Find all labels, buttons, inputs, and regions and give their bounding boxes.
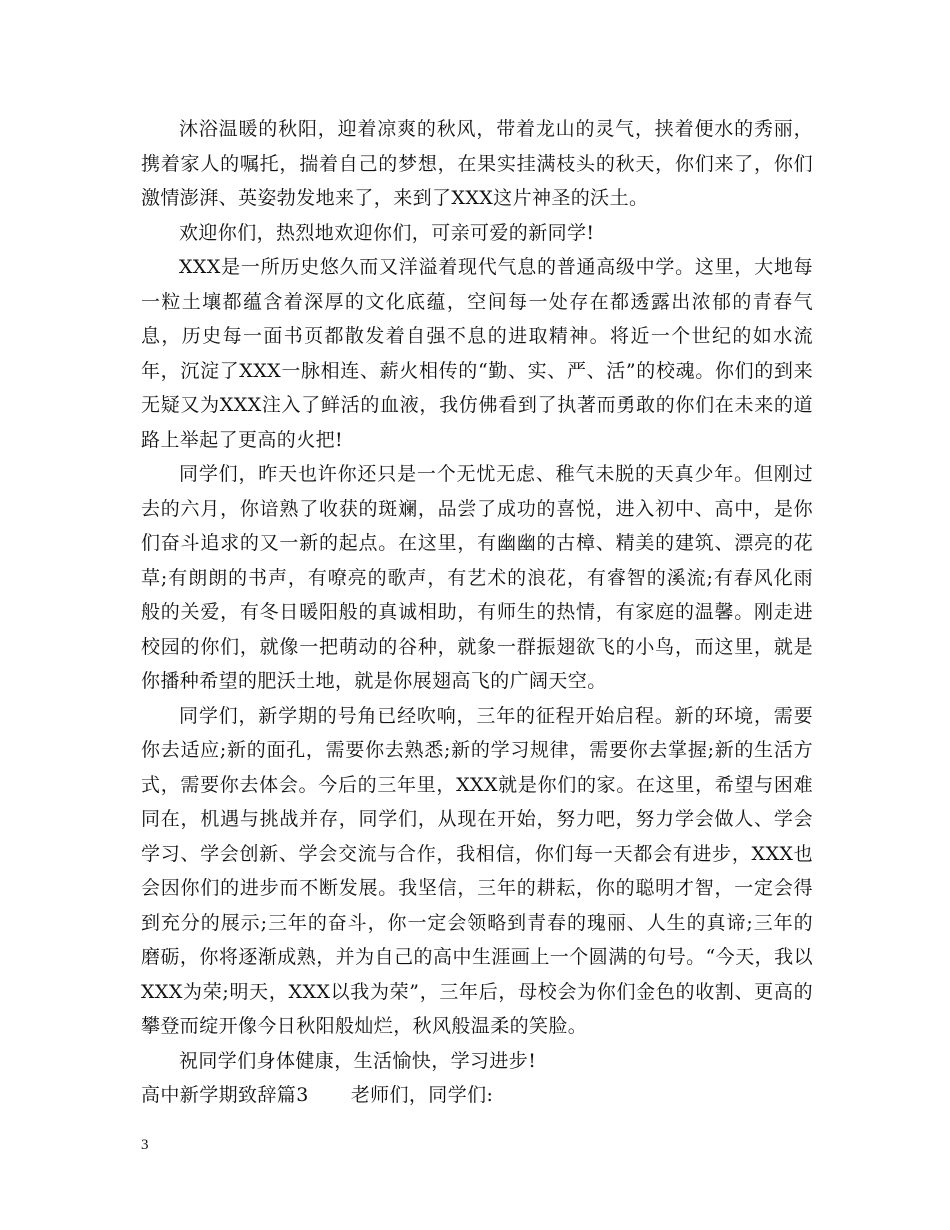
paragraph-blessing: 祝同学们身体健康，生活愉快，学习进步! (179, 1049, 537, 1072)
page-number: 3 (141, 1137, 149, 1153)
section-heading-line (141, 1078, 813, 1113)
section-title: 高中新学期致辞篇3 (141, 1084, 309, 1106)
document-body (141, 112, 813, 1113)
paragraph-new-semester: 同学们，新学期的号角已经吹响，三年的征程开始启程。新的环境，需要你去适应;新的面孔，需要你去熟悉;新的学习规律，需要你去掌握;新的生活方式，需要你去体会。今后的三年里，XXX就是你们的家。在这里，希望与困难同在，机遇与挑战并存，同学们，从现在开始，努力吧，努力学会做人、学会学习、学会创新、学会交流与合作，我相信，你们每一天都会有进步，XXX也会因你们的进步而不断发展。我坚信，三年的耕耘，你的聪明才智，一定会得到充分的展示;三年的奋斗，你一定会领略到青春的瑰丽、人生的真谛;三年的磨砺，你将逐渐成熟，并为自己的高中生涯画上一个圆满的句号。“今天，我以XXX为荣;明天，XXX以我为荣”，三年后，母校会为你们金色的收割、更高的攀登而绽开像今日秋阳般灿烂，秋风般温柔的笑脸。 (141, 704, 813, 1037)
section-greeting: 老师们，同学们: (350, 1084, 494, 1106)
paragraph-autumn-arrival: 沐浴温暖的秋阳，迎着凉爽的秋风，带着龙山的灵气，挟着便水的秀丽，携着家人的嘱托，揣着自己的梦想，在果实挂满枝头的秋天，你们来了，你们激情澎湃、英姿勃发地来了，来到了XXX这片神圣的沃土。 (141, 118, 813, 209)
paragraph-welcome: 欢迎你们，热烈地欢迎你们，可亲可爱的新同学! (179, 221, 595, 244)
paragraph-school-history: XXX是一所历史悠久而又洋溢着现代气息的普通高级中学。这里，大地每一粒土壤都蕴含着深厚的文化底蕴，空间每一处存在都透露出浓郁的青春气息，历史每一面书页都散发着自强不息的进取精神。将近一个世纪的如水流年，沉淀了XXX一脉相连、薪火相传的“勤、实、严、活”的校魂。你们的到来无疑又为XXX注入了鲜活的血液，我仿佛看到了执著而勇敢的你们在未来的道路上举起了更高的火把! (141, 256, 813, 451)
paragraph-campus-life: 同学们，昨天也许你还只是一个无忧无虑、稚气未脱的天真少年。但刚过去的六月，你谙熟了收获的斑斓，品尝了成功的喜悦，进入初中、高中，是你们奋斗追求的又一新的起点。在这里，有幽幽的古樟、精美的建筑、漂亮的花草;有朗朗的书声，有嘹亮的歌声，有艺术的浪花，有睿智的溪流;有春风化雨般的关爱，有冬日暖阳般的真诚相助，有师生的热情，有家庭的温馨。刚走进校园的你们，就像一把萌动的谷种，就象一群振翅欲飞的小鸟，而这里，就是你播种希望的肥沃土地，就是你展翅高飞的广阔天空。 (141, 463, 813, 692)
